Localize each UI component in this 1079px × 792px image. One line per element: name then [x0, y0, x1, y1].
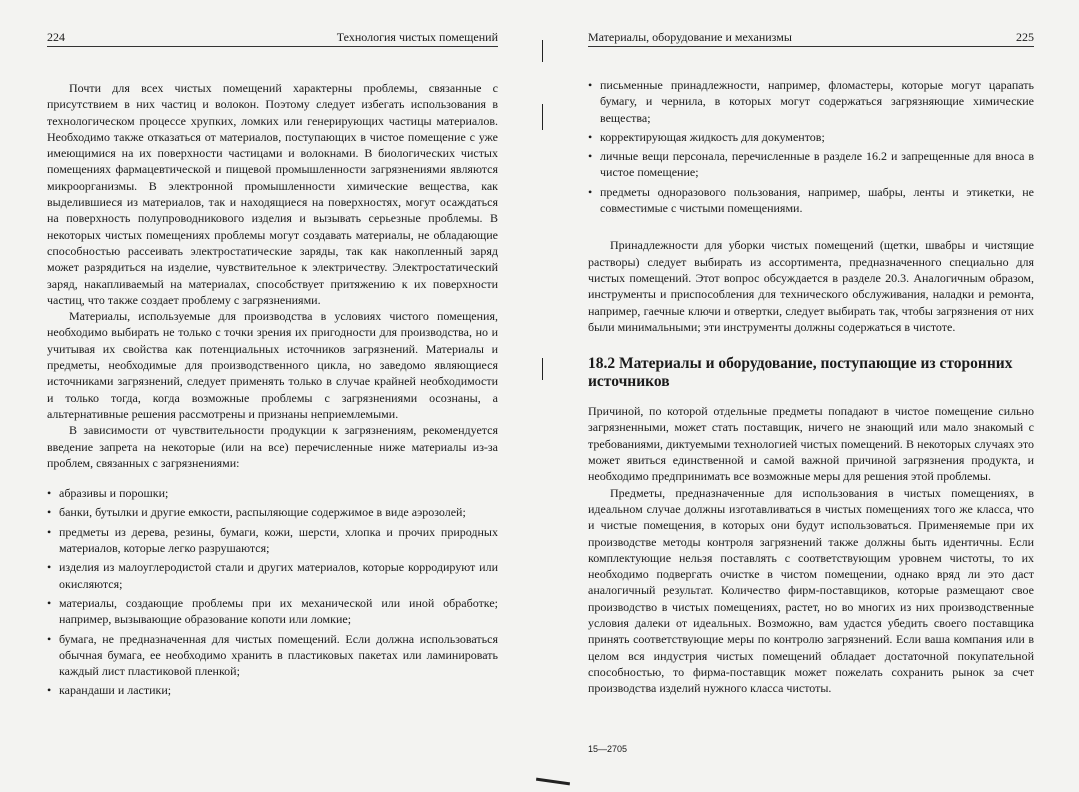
- spacer: [588, 335, 1034, 349]
- list-item: • бумага, не предназначенная для чистых помещений. Если должна использоваться обычная бумага, ее необходимо хранить в пластиковых пакетах или ламинировать каждый лист пластиковой пленкой;: [47, 631, 498, 680]
- page-number-left: 224: [47, 30, 65, 44]
- list-item: • корректирующая жидкость для документов;: [588, 129, 1034, 145]
- page-number-right: 225: [1016, 30, 1034, 44]
- list-item: • предметы из дерева, резины, бумаги, кожи, шерсти, хлопка и прочих природных материалов, которые легко разрушаются;: [47, 524, 498, 557]
- running-title-left: Технология чистых помещений: [336, 30, 498, 44]
- running-title-right: Материалы, оборудование и механизмы: [588, 30, 792, 44]
- right-text-column: [588, 77, 1034, 697]
- left-running-head: [47, 30, 498, 47]
- right-paragraph-2: Причиной, по которой отдельные предметы попадают в чистое помещение сильно загрязненными, может стать поставщик, ничего не знающий или мало знакомый с требованиями, диктуемыми технологией чистых помещений. В некоторых случаях это может явиться единственной и самой важной причиной загрязнения продукта, и необходимо предпринимать все возможные меры для решения этой проблемы.: [588, 404, 1034, 484]
- left-paragraph-1: Почти для всех чистых помещений характерны проблемы, связанные с присутствием в них частиц и волокон. Поэтому следует избегать использования в технологическом процессе хрупких, ломких или генерирующих частицы материалов. Необходимо также отказаться от материалов, поступающих в чистое помещение с уже имеющимися на их поверхности частицами и волокнами. В биологических чистых помещениях фармацевтической и пищевой промышленности загрязнениями являются микроорганизмы. В электронной промышленности химические вещества, как выделившиеся из материалов, так и находящиеся на поверхностях, могут осаждаться на поверхность полупроводникового изделия и вызывать серьезные проблемы. В некоторых чистых помещениях проблемы могут создавать материалы, не обладающие способностью рассеивать электростатические заряды, так как накопленный заряд может разрядиться на изделие, чувствительное к электричеству. Электростатический заряд, накапливаемый на материалах, способствует притяжению к их поверхности частиц, что также создает проблему с загрязнениями.: [47, 81, 498, 307]
- left-paragraph-3: В зависимости от чувствительности продукции к загрязнениям, рекомендуется введение запрета на некоторые (или на все) перечисленные ниже материалы из-за проблем, связанных с загрязнениями:: [47, 423, 498, 470]
- list-item: • изделия из малоуглеродистой стали и других материалов, которые корродируют или окисляются;: [47, 559, 498, 592]
- spacer: [588, 219, 1034, 237]
- list-item: • личные вещи персонала, перечисленные в разделе 16.2 и запрещенные для вноса в чистое помещение;: [588, 148, 1034, 181]
- section-heading: 18.2 Материалы и оборудование, поступающие из сторонних источников: [588, 355, 1013, 391]
- list-item: • банки, бутылки и другие емкости, распыляющие содержимое в виде аэрозолей;: [47, 504, 498, 520]
- left-text-column: [47, 80, 498, 702]
- printer-signature: 15—2705: [588, 744, 628, 754]
- right-paragraph-3: Предметы, предназначенные для использования в чистых помещениях, в идеальном случае должны изготавливаться в чистых помещениях того же класса, что и чистые помещения, в которых они будут использоваться. Применяемые при их производстве методы контроля загрязнений также должны быть идентичны. Если комплектующие нельзя поставлять с соответствующим уровнем чистоты, то их необходимо подвергать очистке в чистом помещении, однако вряд ли это даст аналогичный результат. Количество фирм-поставщиков, которые размещают свое производство в чистых помещениях, растет, но во многих из них производственные условия далеки от идеальных. Возможно, вам удастся убедить своего поставщика принять соответствующие меры по контролю загрязнений. Если ваша компания или в целом вся индустрия чистых помещений обладает достаточной покупательной способностью, то фирма-поставщик может пожелать сохранить рынок за счет производства изделий нужного класса чистоты.: [588, 485, 1034, 696]
- right-running-head: [588, 30, 1034, 47]
- list-item: • материалы, создающие проблемы при их механической или иной обработке; например, вызывающие образование копоти или ломкие;: [47, 595, 498, 628]
- list-item: • карандаши и ластики;: [47, 682, 498, 698]
- right-bullet-list: [588, 77, 1034, 216]
- right-paragraph-1: Принадлежности для уборки чистых помещений (щетки, швабры и чистящие растворы) следует выбирать из ассортимента, предназначенного специально для чистых помещений. Этот вопрос обсуждается в разделе 20.3. Аналогичным образом, инструменты и приспособления для технического обслуживания, наладки и ремонта, например, гаечные ключи и отвертки, следует выбирать так, чтобы загрязнения от них были минимальными; эти инструменты должны содержаться в чистоте.: [588, 238, 1034, 334]
- right-page: [540, 0, 1079, 792]
- list-item: • абразивы и порошки;: [47, 485, 498, 501]
- list-item: • предметы одноразового пользования, например, шабры, ленты и этикетки, не совместимые с чистыми помещениями.: [588, 184, 1034, 217]
- left-paragraph-2: Материалы, используемые для производства в условиях чистого помещения, необходимо выбирать не только с точки зрения их пригодности для производства, но и учитывая их свойства как потенциальных источников загрязнений. Материалы и предметы, необходимые для производственного цикла, но заведомо являющиеся источниками загрязнений, следует применять только в случае крайней необходимости и только тогда, когда возможные проблемы с загрязнениями осознаны, а альтернативные решения рассмотрены и признаны неприемлемыми.: [47, 309, 498, 421]
- left-bullet-list: [47, 485, 498, 699]
- spacer: [47, 471, 498, 485]
- list-item: • письменные принадлежности, например, фломастеры, которые могут царапать бумагу, и чернила, в которых могут содержаться загрязняющие химические вещества;: [588, 77, 1034, 126]
